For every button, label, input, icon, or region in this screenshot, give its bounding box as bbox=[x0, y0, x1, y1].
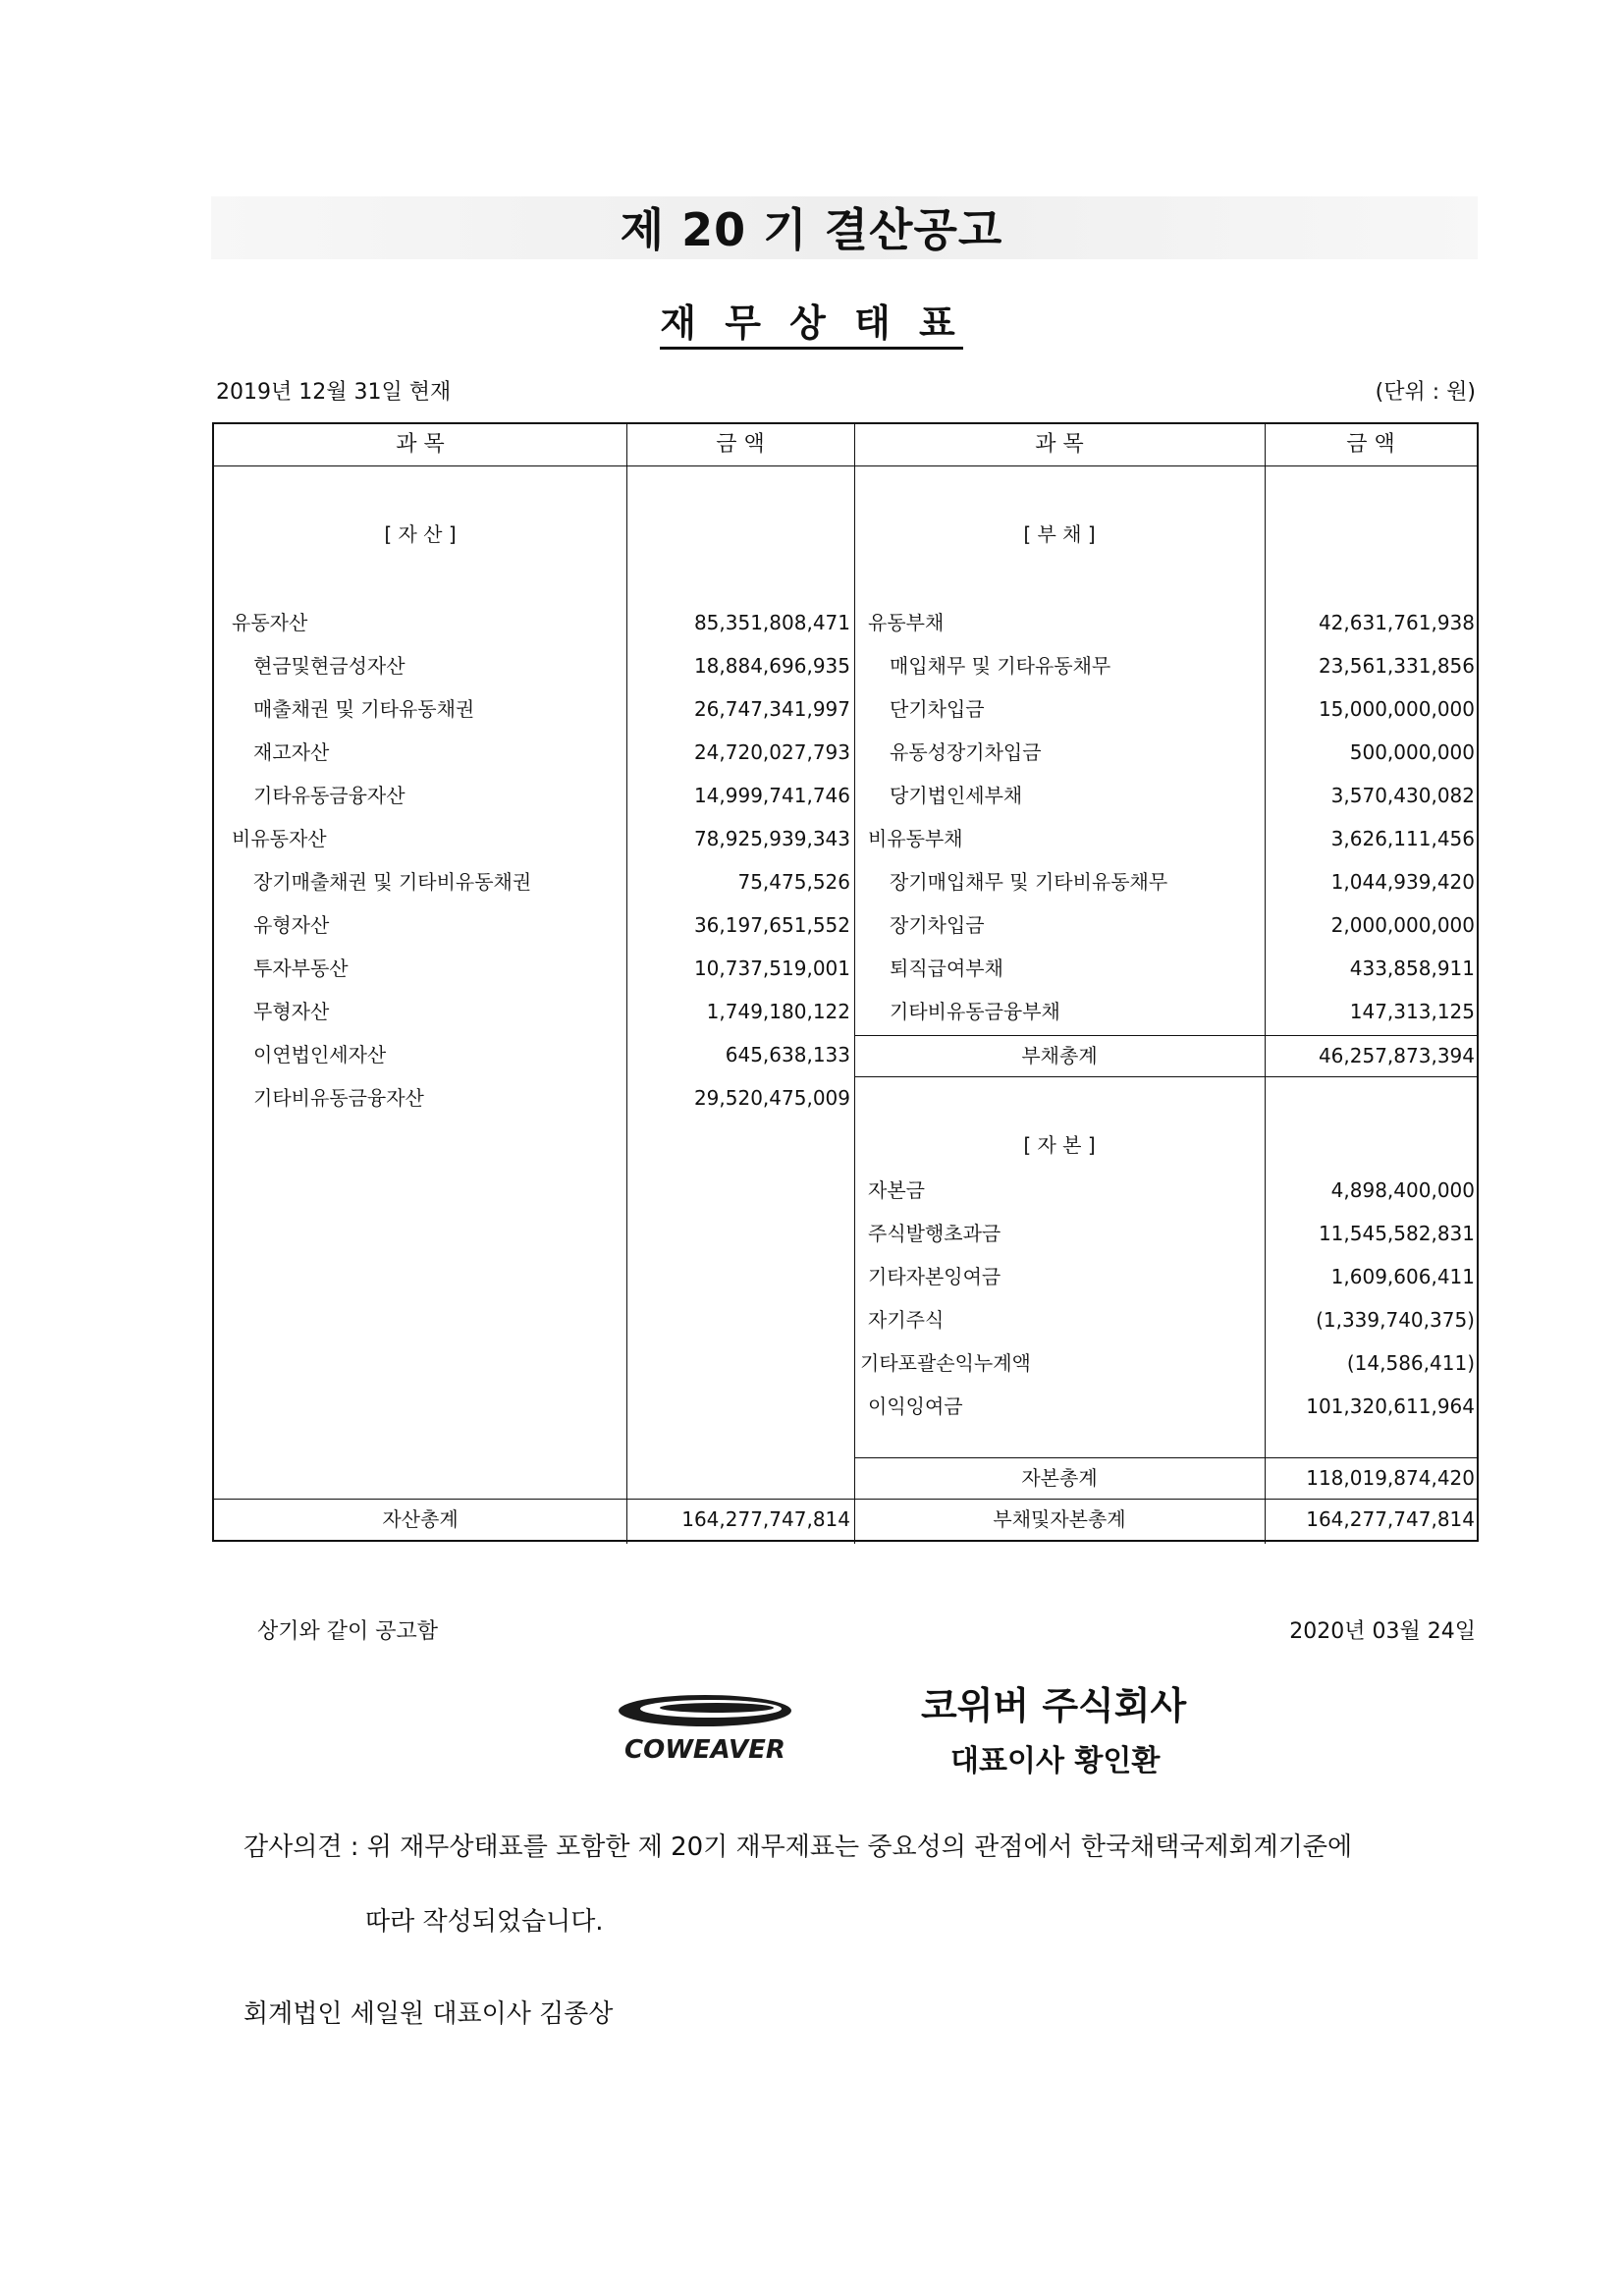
row-amount: 15,000,000,000 bbox=[1318, 697, 1475, 721]
asset-row bbox=[232, 1078, 854, 1118]
liability-row bbox=[868, 689, 1477, 729]
notice-date: 2020년 03월 24일 bbox=[1289, 1619, 1476, 1644]
grand-total-label: 부채및자본총계 bbox=[993, 1507, 1126, 1531]
row-amount: 433,858,911 bbox=[1349, 957, 1475, 980]
row-label: 당기법인세부채 bbox=[890, 784, 1023, 807]
logo-text: COWEAVER bbox=[624, 1735, 785, 1765]
row-amount: 11,545,582,831 bbox=[1318, 1222, 1475, 1245]
ceo-name: 대표이사 황인환 bbox=[950, 1744, 1161, 1778]
row-label: 자기주식 bbox=[868, 1308, 945, 1332]
header-amount-right: 금 액 bbox=[1346, 432, 1395, 457]
divider bbox=[854, 1076, 1477, 1077]
row-label: 유동자산 bbox=[232, 611, 308, 634]
row-amount: 24,720,027,793 bbox=[693, 740, 850, 764]
page-subtitle bbox=[0, 293, 1623, 347]
row-amount: 75,475,526 bbox=[737, 870, 850, 894]
assets-section: [ 자 산 ] bbox=[384, 522, 457, 546]
row-amount: 78,925,939,343 bbox=[693, 827, 850, 850]
row-amount: 26,747,341,997 bbox=[693, 697, 850, 721]
asset-row bbox=[232, 949, 854, 988]
row-amount: 3,626,111,456 bbox=[1330, 827, 1475, 850]
equity-total-label: 자본총계 bbox=[1021, 1466, 1098, 1490]
notice-text: 상기와 같이 공고함 bbox=[257, 1619, 439, 1644]
liability-row bbox=[868, 905, 1477, 945]
equity-row bbox=[868, 1300, 1477, 1339]
header-subject-right: 과 목 bbox=[1035, 432, 1084, 457]
row-label: 자본금 bbox=[868, 1178, 925, 1202]
row-label: 현금및현금성자산 bbox=[253, 654, 406, 678]
row-amount: (14,586,411) bbox=[1346, 1351, 1475, 1375]
liability-row bbox=[868, 646, 1477, 685]
row-amount: 85,351,808,471 bbox=[693, 611, 850, 634]
grand-total-amount: 164,277,747,814 bbox=[1306, 1507, 1475, 1531]
liability-row bbox=[868, 733, 1477, 772]
asset-row bbox=[232, 905, 854, 945]
subtitle-text: 재 무 상 태 표 bbox=[660, 301, 962, 350]
row-amount: 23,561,331,856 bbox=[1318, 654, 1475, 678]
row-amount: 36,197,651,552 bbox=[693, 913, 850, 937]
row-label: 장기매입채무 및 기타비유동채무 bbox=[890, 870, 1168, 894]
asset-row bbox=[232, 1035, 854, 1074]
row-amount: 3,570,430,082 bbox=[1330, 784, 1475, 807]
liabilities-total-amount: 46,257,873,394 bbox=[1318, 1044, 1475, 1067]
liability-row bbox=[868, 862, 1477, 902]
row-amount: (1,339,740,375) bbox=[1316, 1308, 1475, 1332]
row-amount: 4,898,400,000 bbox=[1330, 1178, 1475, 1202]
row-label: 이익잉여금 bbox=[868, 1394, 963, 1418]
row-amount: 147,313,125 bbox=[1349, 1000, 1475, 1023]
row-amount: 2,000,000,000 bbox=[1330, 913, 1475, 937]
header-subject-left: 과 목 bbox=[396, 432, 445, 457]
company-name: 코위버 주식회사 bbox=[921, 1684, 1187, 1727]
row-label: 무형자산 bbox=[253, 1000, 330, 1023]
equity-section: [ 자 본 ] bbox=[1023, 1133, 1096, 1157]
row-label: 기타자본잉여금 bbox=[868, 1265, 1001, 1288]
liability-row bbox=[868, 819, 1477, 858]
asset-row bbox=[232, 819, 854, 858]
row-amount: 29,520,475,009 bbox=[693, 1086, 850, 1110]
liabilities-total-label: 부채총계 bbox=[1021, 1044, 1098, 1067]
row-label: 기타유동금융자산 bbox=[253, 784, 406, 807]
equity-total-amount: 118,019,874,420 bbox=[1306, 1466, 1475, 1490]
row-label: 장기매출채권 및 기타비유동채권 bbox=[253, 870, 532, 894]
row-label: 비유동부채 bbox=[868, 827, 963, 850]
row-amount: 42,631,761,938 bbox=[1318, 611, 1475, 634]
page-title: 제 20 기 결산공고 bbox=[620, 203, 1003, 256]
liability-row bbox=[868, 992, 1477, 1031]
equity-row bbox=[860, 1343, 1477, 1383]
liabilities-section: [ 부 채 ] bbox=[1023, 522, 1096, 546]
liability-row bbox=[868, 776, 1477, 815]
divider bbox=[854, 424, 855, 1544]
row-label: 유동부채 bbox=[868, 611, 945, 634]
row-label: 재고자산 bbox=[253, 740, 330, 764]
row-label: 매입채무 및 기타유동채무 bbox=[890, 654, 1111, 678]
row-label: 유동성장기차입금 bbox=[890, 740, 1042, 764]
audit-firm: 회계법인 세일원 대표이사 김종상 bbox=[243, 1999, 614, 2029]
header-amount-left: 금 액 bbox=[716, 432, 765, 457]
row-amount: 645,638,133 bbox=[725, 1043, 850, 1066]
coweaver-logo bbox=[587, 1683, 823, 1772]
row-label: 장기차입금 bbox=[890, 913, 985, 937]
row-label: 기타포괄손익누계액 bbox=[860, 1351, 1031, 1375]
assets-total-amount: 164,277,747,814 bbox=[681, 1507, 850, 1531]
audit-opinion-line2: 따라 작성되었습니다. bbox=[365, 1907, 604, 1937]
assets-total-label: 자산총계 bbox=[382, 1507, 459, 1531]
divider bbox=[214, 465, 1477, 466]
row-label: 투자부동산 bbox=[253, 957, 349, 980]
liability-row bbox=[868, 949, 1477, 988]
asset-row bbox=[232, 646, 854, 685]
row-label: 주식발행초과금 bbox=[868, 1222, 1001, 1245]
row-amount: 18,884,696,935 bbox=[693, 654, 850, 678]
row-amount: 500,000,000 bbox=[1349, 740, 1475, 764]
asset-row bbox=[232, 992, 854, 1031]
row-label: 매출채권 및 기타유동채권 bbox=[253, 697, 475, 721]
row-label: 유형자산 bbox=[253, 913, 330, 937]
equity-row bbox=[868, 1257, 1477, 1296]
asset-row bbox=[232, 776, 854, 815]
unit-label: (단위 : 원) bbox=[1375, 380, 1476, 405]
row-label: 단기차입금 bbox=[890, 697, 985, 721]
asset-row bbox=[232, 733, 854, 772]
row-label: 비유동자산 bbox=[232, 827, 327, 850]
row-amount: 10,737,519,001 bbox=[693, 957, 850, 980]
row-label: 이연법인세자산 bbox=[253, 1043, 387, 1066]
row-amount: 101,320,611,964 bbox=[1306, 1394, 1475, 1418]
row-label: 퇴직급여부채 bbox=[890, 957, 1003, 980]
asset-row bbox=[232, 603, 854, 642]
row-label: 기타비유동금융부채 bbox=[890, 1000, 1060, 1023]
audit-opinion-line1: 감사의견 : 위 재무상태표를 포함한 제 20기 재무제표는 중요성의 관점에서 한국채택국제회계기준에 bbox=[243, 1832, 1353, 1862]
liability-row bbox=[868, 603, 1477, 642]
row-amount: 1,609,606,411 bbox=[1330, 1265, 1475, 1288]
equity-row bbox=[868, 1387, 1477, 1426]
row-amount: 1,044,939,420 bbox=[1330, 870, 1475, 894]
row-amount: 1,749,180,122 bbox=[706, 1000, 850, 1023]
equity-row bbox=[868, 1171, 1477, 1210]
report-date: 2019년 12월 31일 현재 bbox=[216, 380, 452, 405]
equity-row bbox=[868, 1214, 1477, 1253]
row-amount: 14,999,741,746 bbox=[693, 784, 850, 807]
row-label: 기타비유동금융자산 bbox=[253, 1086, 424, 1110]
balance-sheet-table bbox=[212, 422, 1479, 1542]
asset-row bbox=[232, 862, 854, 902]
asset-row bbox=[232, 689, 854, 729]
